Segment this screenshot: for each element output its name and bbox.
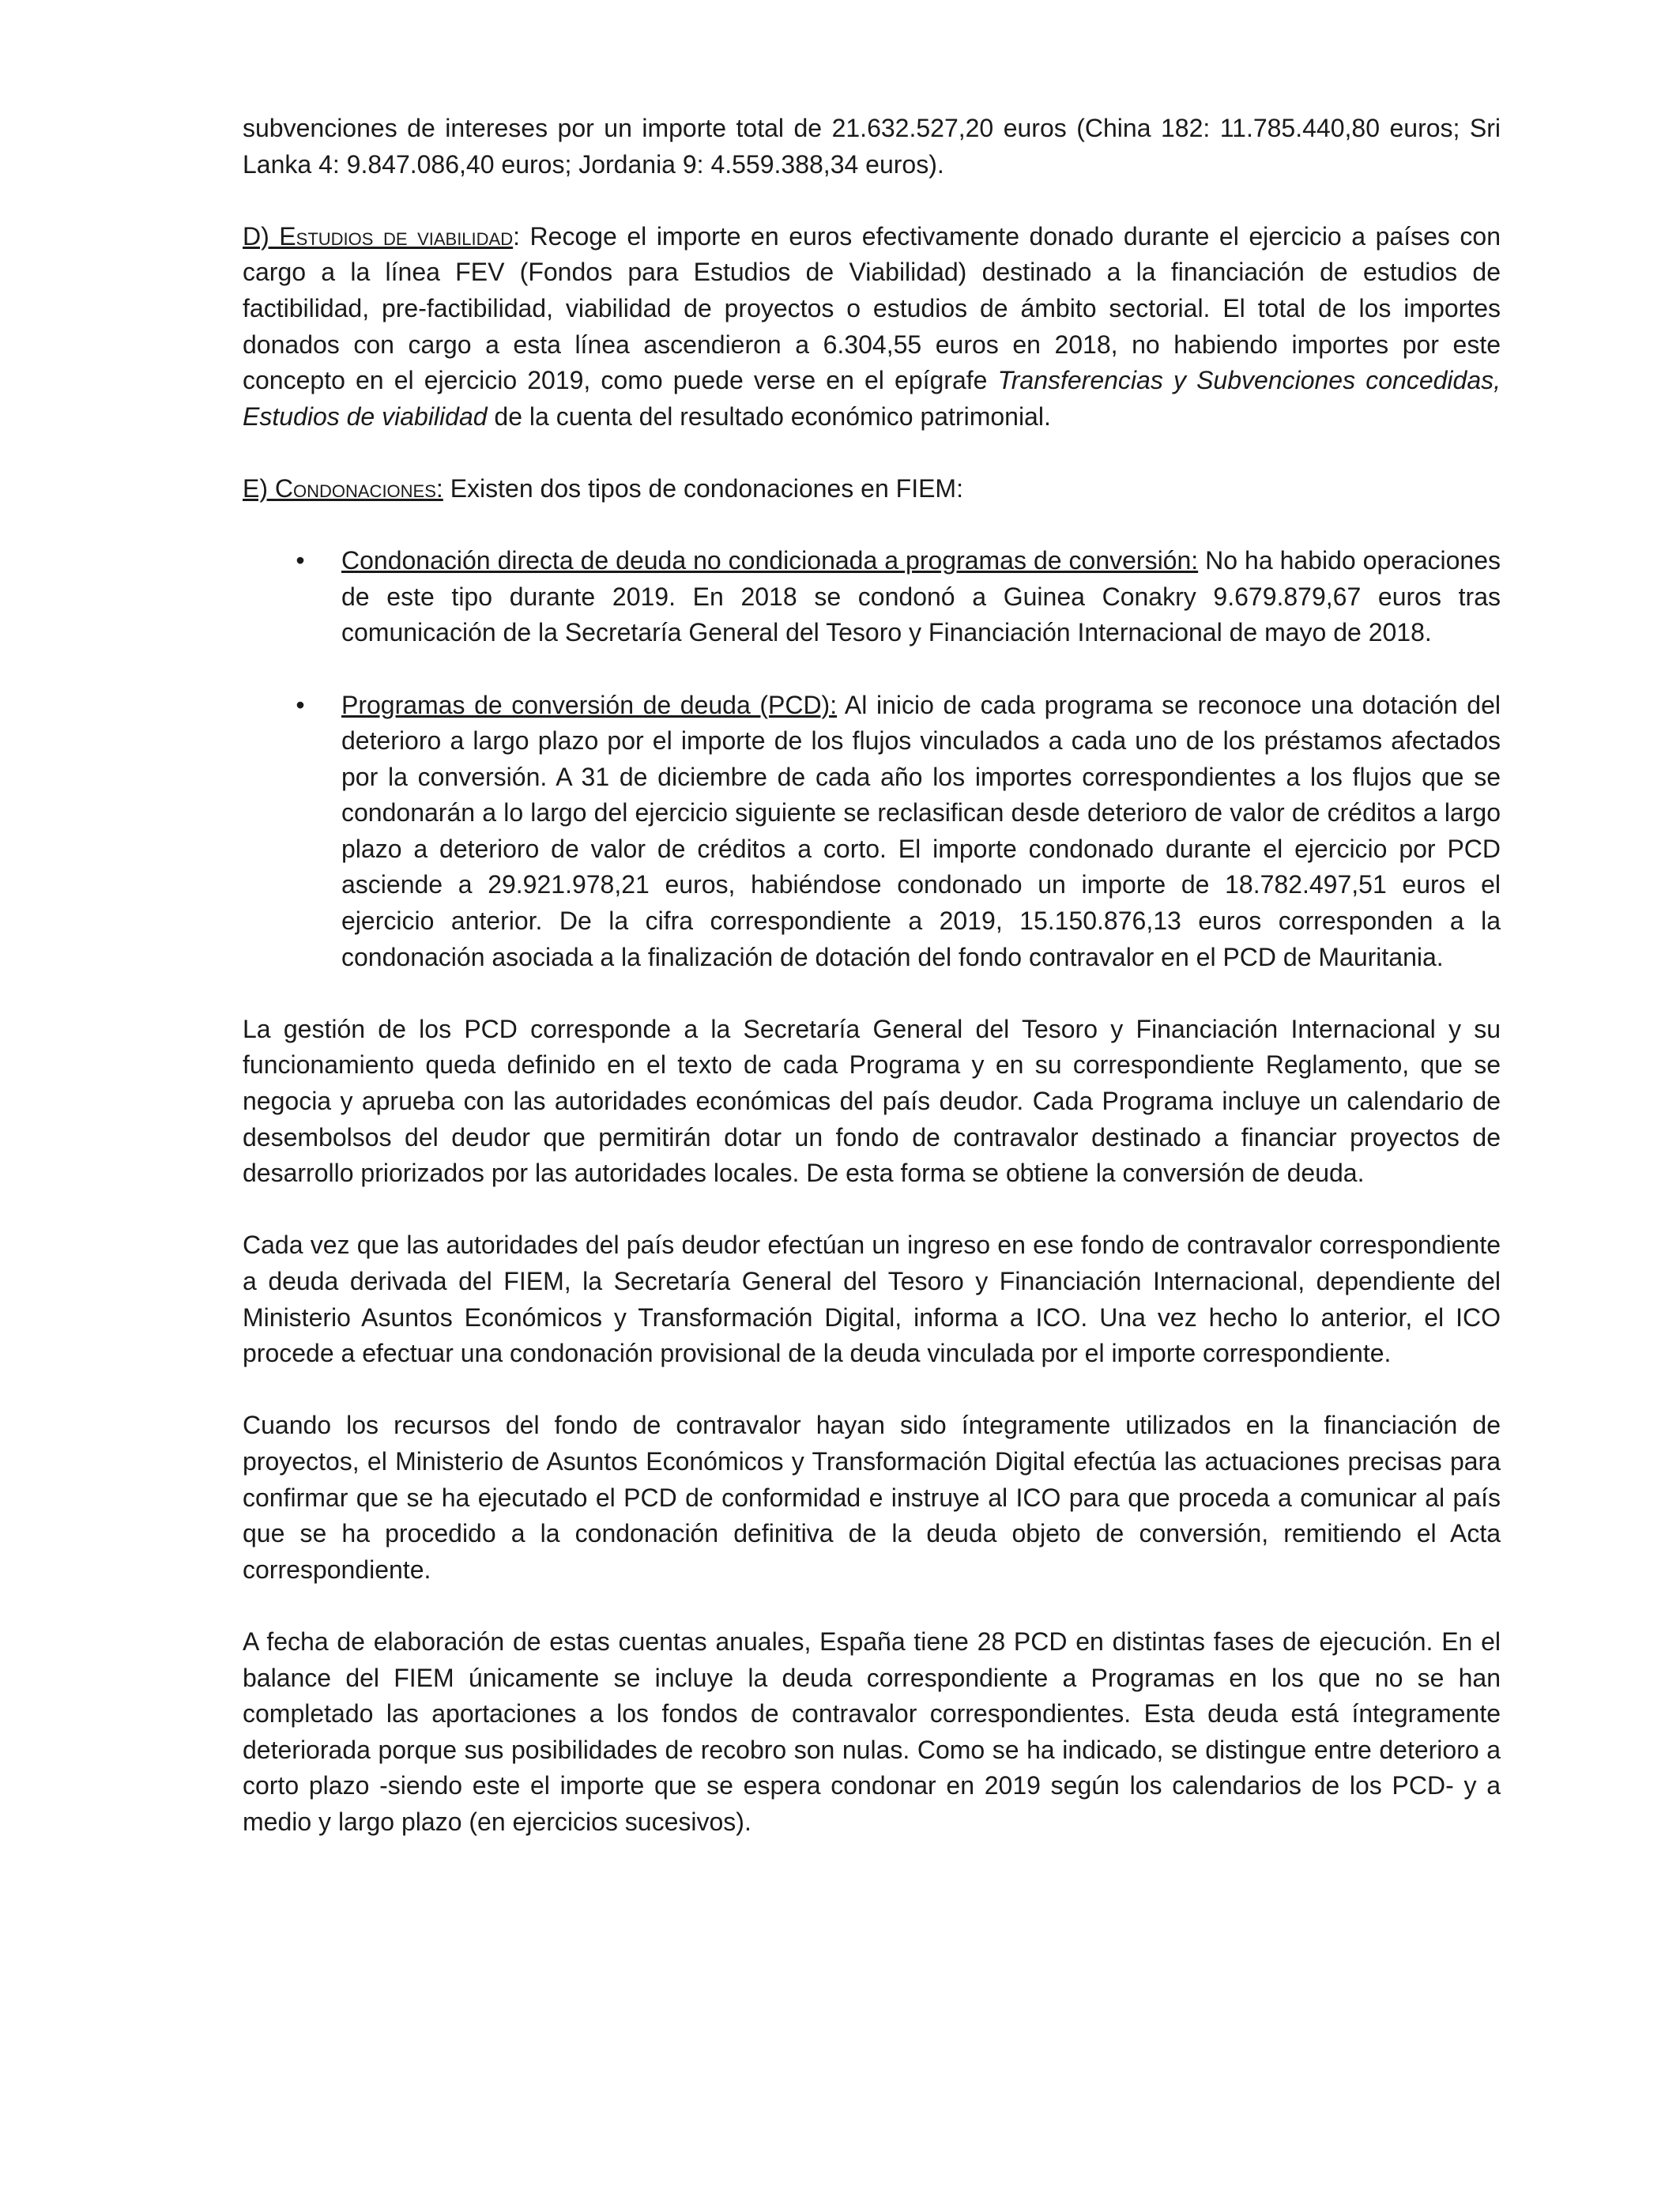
paragraph-condonaciones <box>243 471 1501 507</box>
paragraph-text: Cuando los recursos del fondo de contravalor hayan sido íntegramente utilizados en la financiación de proyectos, el Ministerio de Asuntos Económicos y Transformación Digital efectúa las actuaciones precisas para confirmar que se ha ejecutado el PCD de conformidad e instruye al ICO para que proceda a comunicar al país que se ha procedido a la condonación definitiva de la deuda objeto de conversión, remitiendo el Acta correspondiente. <box>243 1411 1501 1584</box>
bullet-icon: • <box>296 690 305 719</box>
list-item-programas-conversion <box>243 688 1501 976</box>
paragraph-text: Cada vez que las autoridades del país deudor efectúan un ingreso en ese fondo de contravalor correspondiente a deuda derivada del FIEM, la Secretaría General del Tesoro y Financiación Internacional, dependiente del Ministerio Asuntos Económicos y Transformación Digital, informa a ICO. Una vez hecho lo anterior, el ICO procede a efectuar una condonación provisional de la deuda vinculada por el importe correspondiente. <box>243 1231 1501 1368</box>
paragraph-ingreso-fondo <box>243 1227 1501 1371</box>
list-item-condonacion-directa <box>243 543 1501 651</box>
paragraph-text: Recoge el importe en euros efectivamente donado durante el ejercicio a países con cargo a la línea FEV (Fondos para Estudios de Viabilidad) destinado a la financiación de estudios de factibilidad, pre-factibilidad, viabilidad de proyectos o estudios de ámbito sectorial. El total de los importes donados con cargo a esta línea ascendieron a 6.304,55 euros en 2018, no habiendo importes por este concepto en el ejercicio 2019, como puede verse en el epígrafe <box>243 221 1501 395</box>
paragraph-text: subvenciones de intereses por un importe total de 21.632.527,20 euros (China 182: 11.785.440,80 euros; Sri Lanka 4: 9.847.086,40 euros; Jordania 9: 4.559.388,34 euros). <box>243 114 1501 179</box>
italic-reference: Transferencias y Subvenciones concedidas, Estudios de viabilidad <box>243 366 1501 431</box>
heading-separator: : <box>513 221 530 251</box>
paragraph-recursos-fondo <box>243 1408 1501 1588</box>
list-item-title: Condonación directa de deuda no condicionada a programas de conversión: <box>341 546 1199 575</box>
list-item-text: No ha habido operaciones de este tipo durante 2019. En 2018 se condonó a Guinea Conakry 9.679.879,67 euros tras comunicación de la Secretaría General del Tesoro y Financiación Internacional de mayo de 2018. <box>341 546 1501 647</box>
paragraph-fecha-elaboracion <box>243 1624 1501 1841</box>
paragraph-text: A fecha de elaboración de estas cuentas anuales, España tiene 28 PCD en distintas fases de ejecución. En el balance del FIEM únicamente se incluye la deuda correspondiente a Programas en los que no se han completado las aportaciones a los fondos de contravalor correspondientes. Esta deuda está íntegramente deteriorada porque sus posibilidades de recobro son nulas. Como se ha indicado, se distingue entre deterioro a corto plazo -siendo este el importe que se espera condonar en 2019 según los calendarios de los PCD- y a medio y largo plazo (en ejercicios sucesivos). <box>243 1627 1501 1836</box>
list-item-text: Al inicio de cada programa se reconoce una dotación del deterioro a largo plazo por el importe de los flujos vinculados a cada uno de los préstamos afectados por la conversión. A 31 de diciembre de cada año los importes correspondientes a los flujos que se condonarán a lo largo del ejercicio siguiente se reclasifican desde deterioro de valor de créditos a largo plazo a deterioro de valor de créditos a corto. El importe condonado durante el ejercicio por PCD asciende a 29.921.978,21 euros, habiéndose condonado un importe de 18.782.497,51 euros el ejercicio anterior. De la cifra correspondiente a 2019, 15.150.876,13 euros corresponden a la condonación asociada a la finalización de dotación del fondo contravalor en el PCD de Mauritania. <box>341 690 1501 971</box>
bullet-icon: • <box>296 546 305 575</box>
condonaciones-list <box>243 543 1501 975</box>
paragraph-gestion-pcd <box>243 1012 1501 1192</box>
list-item-title: Programas de conversión de deuda (PCD): <box>341 690 838 719</box>
paragraph-text: Existen dos tipos de condonaciones en FIEM: <box>443 473 963 503</box>
section-heading-estudios-viabilidad: D) Estudios de viabilidad <box>243 221 514 251</box>
paragraph-text: La gestión de los PCD corresponde a la Secretaría General del Tesoro y Financiación Internacional y su funcionamiento queda definido en el texto de cada Programa y en su correspondiente Reglamento, que se negocia y aprueba con las autoridades económicas del país deudor. Cada Programa incluye un calendario de desembolsos del deudor que permitirán dotar un fondo de contravalor destinado a financiar proyectos de desarrollo priorizados por las autoridades locales. De esta forma se obtiene la conversión de deuda. <box>243 1014 1501 1188</box>
section-heading-condonaciones: E) Condonaciones: <box>243 473 443 503</box>
paragraph-subvenciones-intereses <box>243 111 1501 183</box>
paragraph-estudios-viabilidad <box>243 219 1501 435</box>
document-page <box>243 111 1501 1876</box>
paragraph-text-end: de la cuenta del resultado económico patrimonial. <box>487 401 1051 431</box>
